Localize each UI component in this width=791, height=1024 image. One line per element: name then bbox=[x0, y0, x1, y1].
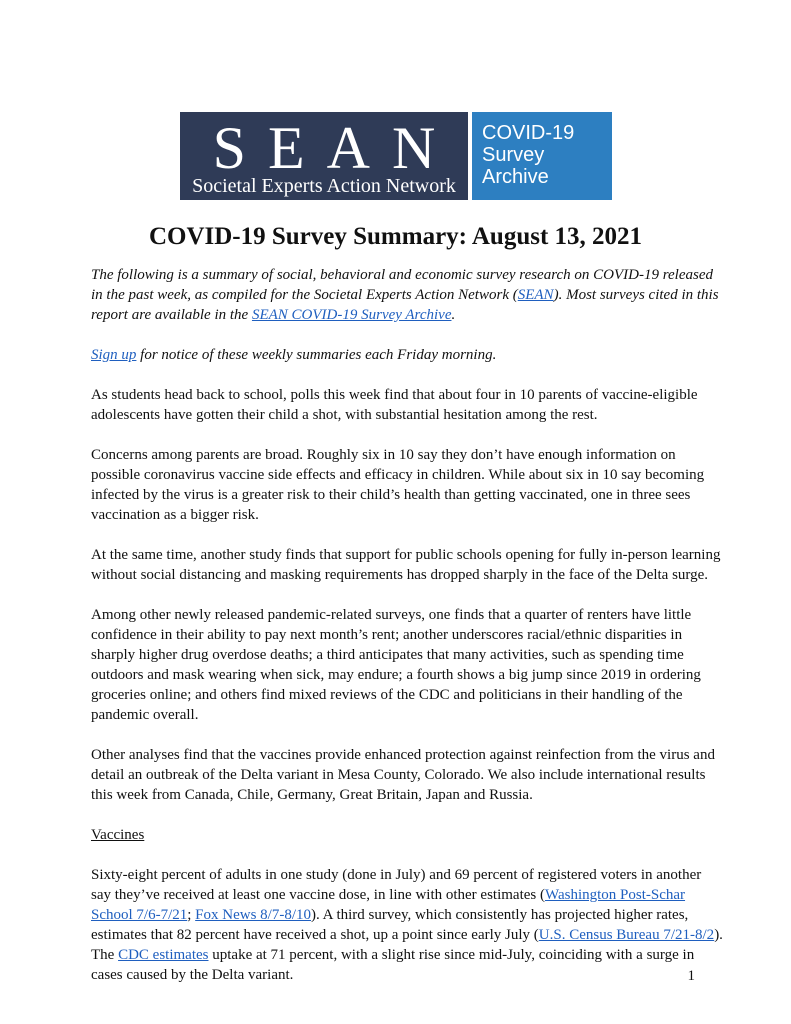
washington-post-link[interactable]: Washington Post-Schar School 7/6-7/21 bbox=[91, 887, 686, 923]
page-number: 1 bbox=[687, 968, 695, 984]
logo-archive-panel bbox=[472, 112, 612, 200]
body-paragraph-3: At the same time, another study finds that support for public schools opening for fully in-person learning without social distancing and masking requirements has dropped sharply in the face of the Delta surge. bbox=[91, 547, 721, 583]
intro-text-3: . bbox=[451, 307, 456, 323]
intro-paragraph bbox=[91, 265, 723, 325]
body-paragraph-2: Concerns among parents are broad. Roughly six in 10 say they don’t have enough information on possible coronavirus vaccine side effects and efficacy in children. While about six in 10 say becoming infected by the virus is a greater risk to their child’s health than getting vaccinated, one in three sees vaccination as a bigger risk. bbox=[91, 447, 705, 523]
sean-link[interactable]: SEAN bbox=[517, 287, 554, 303]
intro-text-1: The following is a summary of social, behavioral and economic survey research on COVID-19 released in the past week, as compiled for the Societal Experts Action Network ( bbox=[91, 267, 713, 303]
vaccines-paragraph bbox=[91, 865, 723, 985]
logo-wordmark: SEAN bbox=[212, 115, 458, 181]
section-heading-vaccines: Vaccines bbox=[91, 827, 145, 843]
logo-archive-line1: COVID-19 bbox=[482, 122, 575, 144]
vaccines-text-2: ; bbox=[187, 907, 196, 923]
logo-org-name: Societal Experts Action Network bbox=[192, 175, 456, 197]
document-body bbox=[91, 265, 723, 1005]
survey-archive-link[interactable]: SEAN COVID-19 Survey Archive bbox=[251, 307, 452, 323]
vaccines-text-5: uptake at 71 percent, with a slight rise since mid-July, coinciding with a surge in cases caused by the Delta variant. bbox=[91, 947, 695, 983]
signup-paragraph bbox=[91, 345, 723, 365]
logo-wordmark-panel bbox=[180, 112, 468, 200]
census-bureau-link[interactable]: U.S. Census Bureau 7/21-8/2 bbox=[538, 927, 715, 943]
logo-archive-line3: Archive bbox=[482, 166, 549, 188]
intro-text-2: ). Most surveys cited in this report are available in the bbox=[91, 287, 719, 323]
cdc-estimates-link[interactable]: CDC estimates bbox=[118, 947, 209, 963]
vaccines-text-4: ). The bbox=[91, 927, 723, 963]
logo-archive-line2: Survey bbox=[482, 144, 545, 166]
body-paragraph-4: Among other newly released pandemic-related surveys, one finds that a quarter of renters have little confidence in their ability to pay next month’s rent; another underscores racial/ethnic disparities in sharply higher drug overdose deaths; a third anticipates that many activities, such as spending time outdoors and mask wearing when sick, may endure; a fourth shows a big jump since 2019 in ordering groceries online; and others find mixed reviews of the CDC and politicians in their handling of the pandemic overall. bbox=[91, 607, 701, 723]
vaccines-text-3: ). A third survey, which consistently has projected higher rates, estimates that 82 percent have received a shot, up a point since early July ( bbox=[91, 907, 689, 943]
fox-news-link[interactable]: Fox News 8/7-8/10 bbox=[195, 907, 312, 923]
sean-logo bbox=[180, 112, 612, 200]
body-paragraph-5: Other analyses find that the vaccines provide enhanced protection against reinfection from the virus and detail an outbreak of the Delta variant in Mesa County, Colorado. We also include international results this week from Canada, Chile, Germany, Great Britain, Japan and Russia. bbox=[91, 747, 715, 803]
sign-up-link[interactable]: Sign up bbox=[91, 347, 137, 363]
signup-text: for notice of these weekly summaries each Friday morning. bbox=[136, 347, 497, 363]
vaccines-text-1: Sixty-eight percent of adults in one study (done in July) and 69 percent of registered voters in another say they’ve received at least one vaccine dose, in line with other estimates ( bbox=[91, 867, 702, 903]
body-paragraph-1: As students head back to school, polls this week find that about four in 10 parents of vaccine-eligible adolescents have gotten their child a shot, with substantial hesitation among the rest. bbox=[91, 387, 698, 423]
page-title: COVID-19 Survey Summary: August 13, 2021 bbox=[148, 223, 643, 250]
